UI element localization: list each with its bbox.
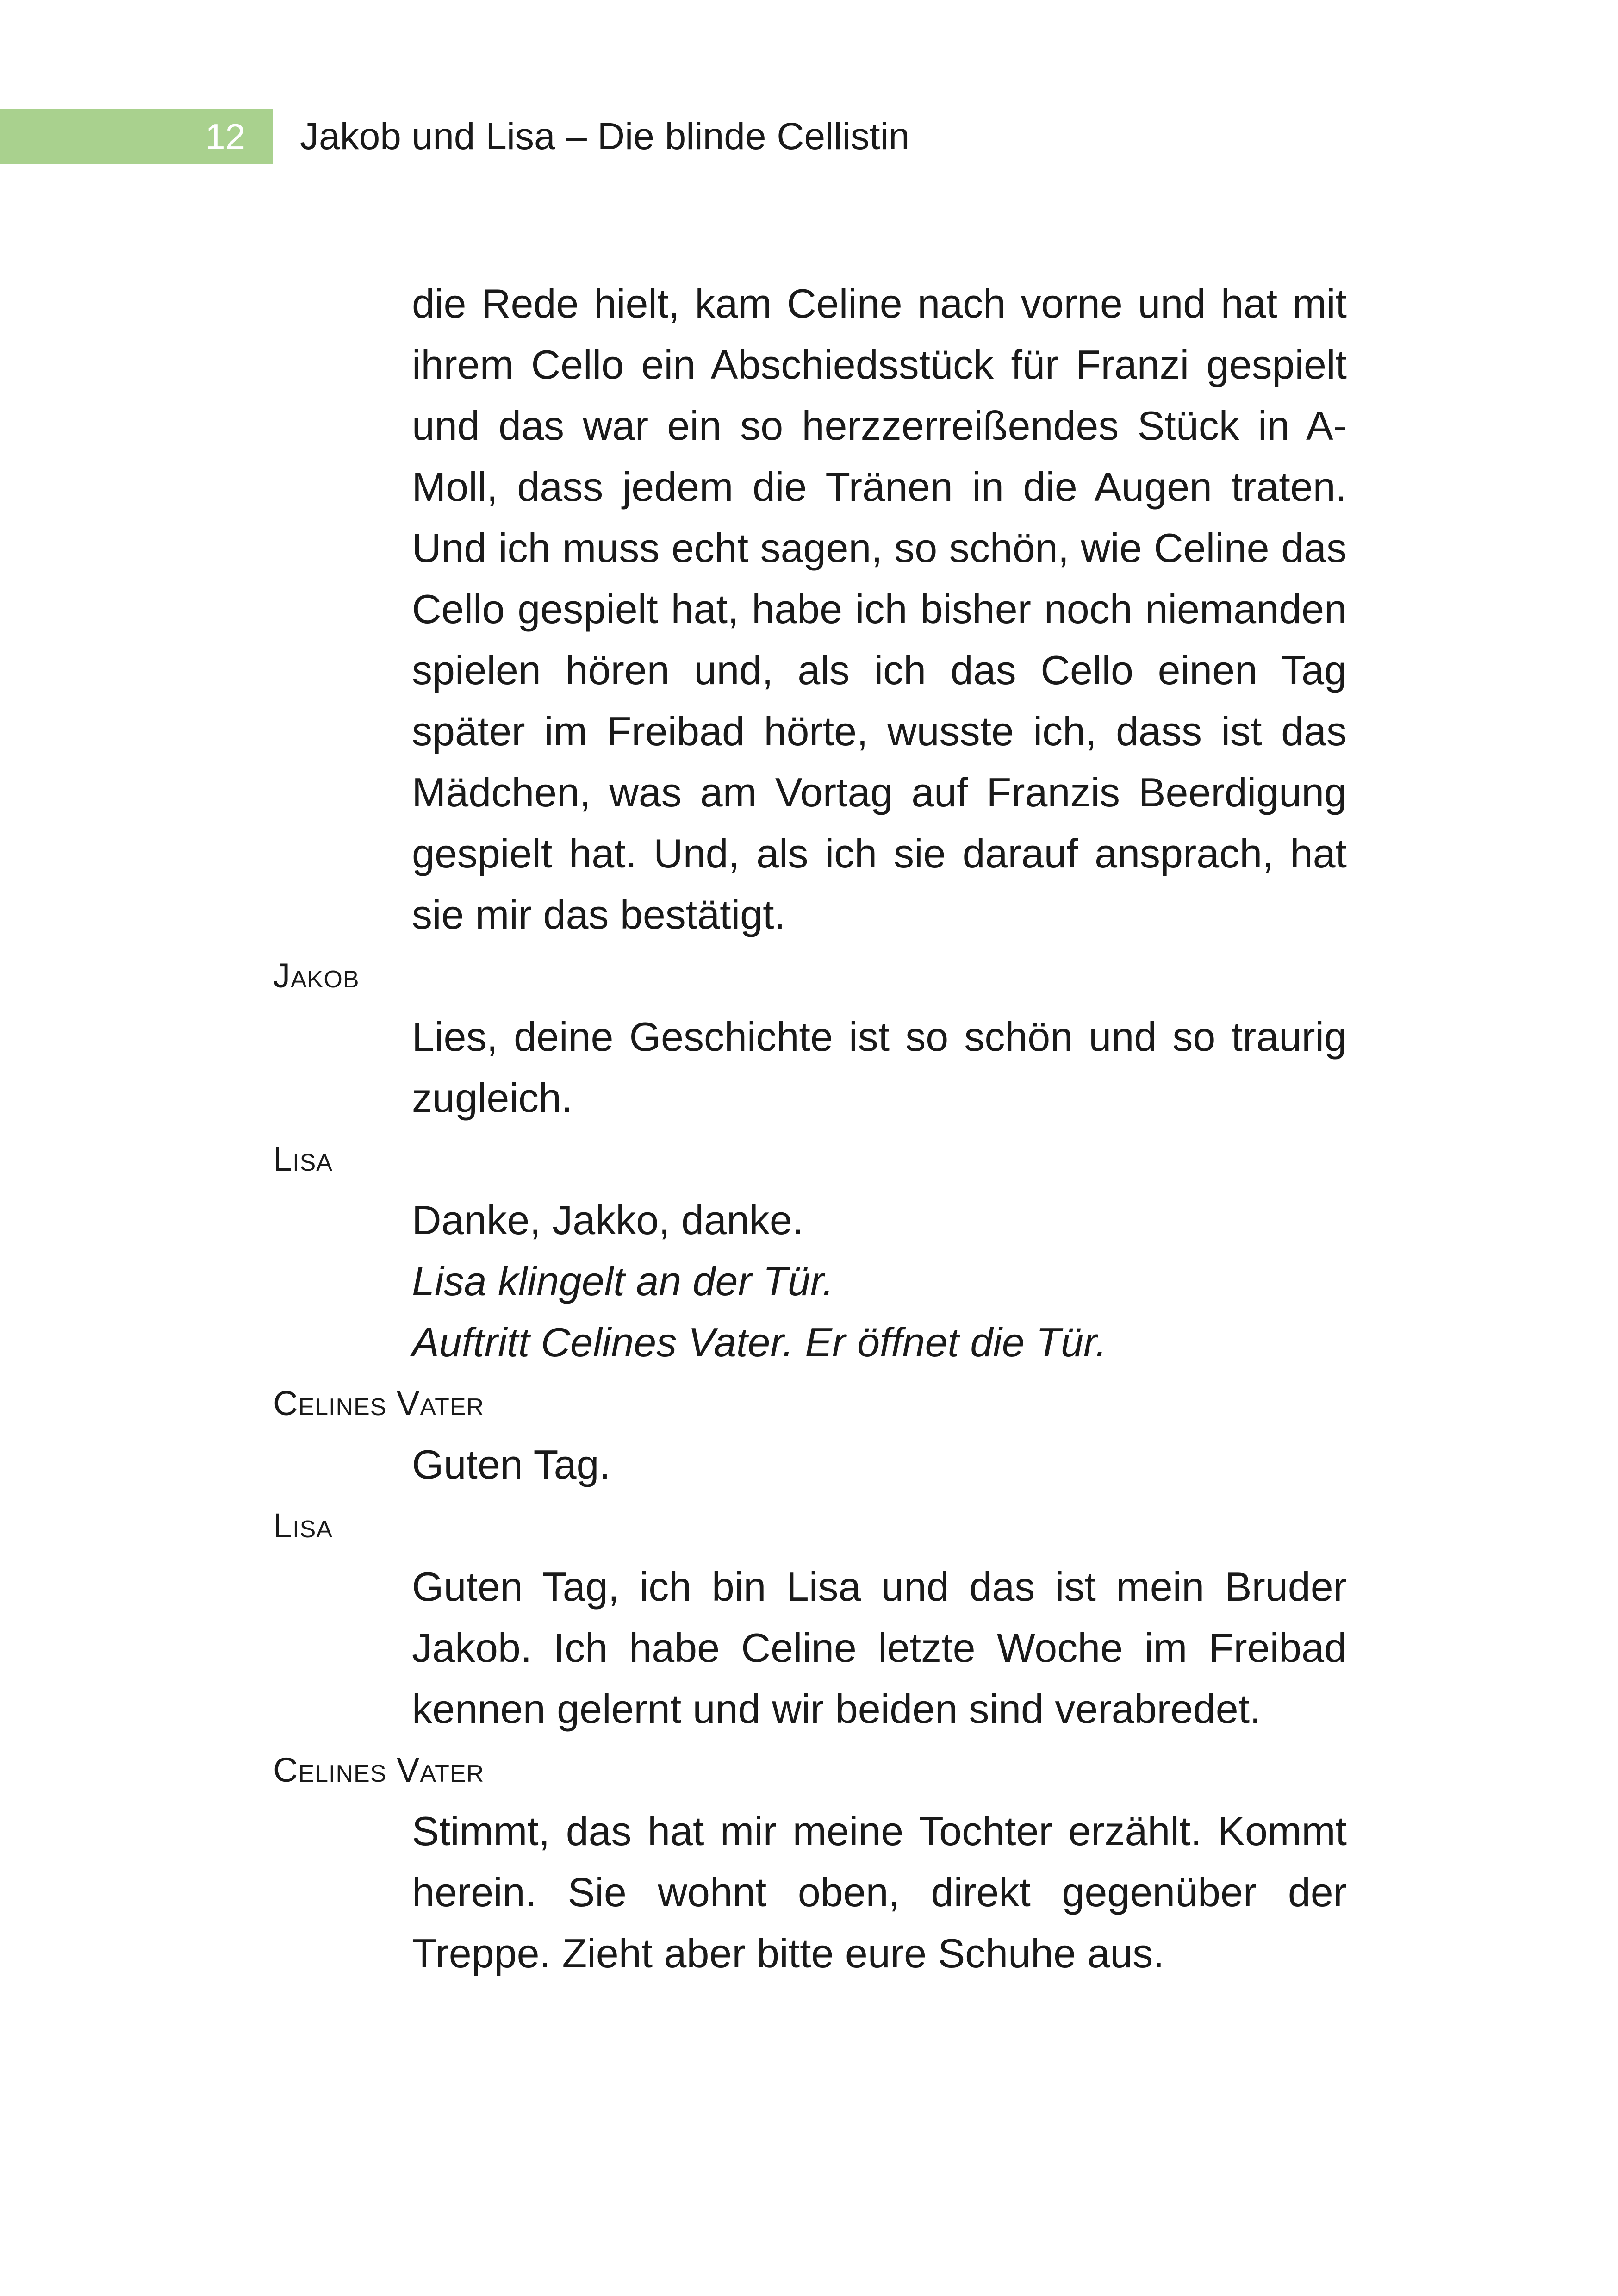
- speech-text: Stimmt, das hat mir meine Tochter erzählt. Kommt herein. Sie wohnt oben, direkt gegenüber der Treppe. Zieht aber bitte eure Schuhe aus.: [412, 1808, 1347, 1976]
- speaker-name: Celines Vater: [273, 1384, 485, 1423]
- speech-text: Lies, deine Geschichte ist so schön und so traurig zugleich.: [412, 1014, 1347, 1121]
- stage-direction: Auftritt Celines Vater. Er öffnet die Tür.: [412, 1319, 1107, 1365]
- speech-text: Danke, Jakko, danke.: [412, 1197, 804, 1243]
- running-title: Jakob und Lisa – Die blinde Cellistin: [300, 115, 910, 157]
- page-header: [0, 109, 1618, 164]
- stage-direction: Lisa klingelt an der Tür.: [412, 1258, 834, 1304]
- page-number-bar: [0, 109, 273, 164]
- page-number: 12: [205, 116, 245, 157]
- speaker-name: Celines Vater: [273, 1751, 485, 1789]
- speaker-name: Lisa: [273, 1506, 333, 1545]
- speech-text: Guten Tag, ich bin Lisa und das ist mein Bruder Jakob. Ich habe Celine letzte Woche im Freibad kennen gelernt und wir beiden sind verabredet.: [412, 1564, 1347, 1732]
- speech-text: Guten Tag.: [412, 1441, 610, 1487]
- speech-text: die Rede hielt, kam Celine nach vorne und hat mit ihrem Cello ein Abschiedsstück für Franzi gespielt und das war ein so herzzerreißendes Stück in A-Moll, dass jedem die Tränen in die Augen traten. Und ich muss echt sagen, so schön, wie Celine das Cello gespielt hat, habe ich bisher noch niemanden spielen hören und, als ich das Cello einen Tag später im Freibad hörte, wusste ich, dass ist das Mädchen, was am Vortag auf Franzis Beerdigung gespielt hat. Und, als ich sie darauf ansprach, hat sie mir das bestätigt.: [412, 281, 1347, 937]
- speaker-name: Lisa: [273, 1140, 333, 1178]
- speaker-name: Jakob: [273, 956, 360, 995]
- script-body: [273, 273, 1347, 1984]
